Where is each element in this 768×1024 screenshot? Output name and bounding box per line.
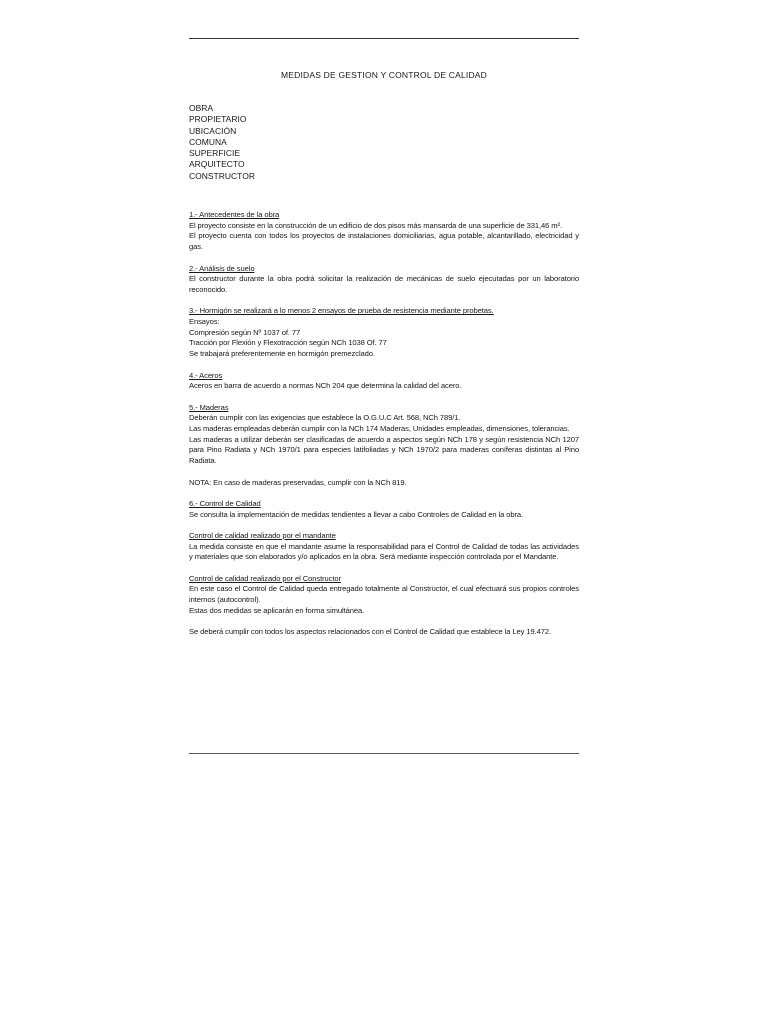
closing-paragraph: Se deberá cumplir con todos los aspectos relacionados con el Control de Calidad que establece la Ley 19.472. [189,627,551,637]
paragraph: Ensayos: [189,317,220,326]
section-heading: 2.- Análisis de suelo [189,263,255,273]
paragraph: Compresión según Nº 1037 of. 77 [189,327,301,337]
field-comuna: COMUNA [189,136,227,147]
paragraph: La medida consiste en que el mandante asume la responsabilidad para el Control de Calidad de todas las actividades y materiales que son elaborados y/o aplicados en la obra. Será mediante inspección controlada por el Mandante. [189,541,579,562]
field-superficie: SUPERFICIE [189,148,241,159]
paragraph: Aceros en barra de acuerdo a normas NCh 204 que determina la calidad del acero. [189,381,462,391]
note: NOTA: En caso de maderas preservadas, cumplir con la NCh 819. [189,477,407,487]
section-heading: 6.- Control de Calidad [189,498,261,508]
top-rule [189,38,579,39]
paragraph: Se consulta la implementación de medidas tendientes a llevar a cabo Controles de Calidad en la obra. [189,509,524,519]
section-heading: Control de calidad realizado por el Constructor [189,573,341,583]
paragraph: Tracción por Flexión y Flexotracción según NCh 1038 Of. 77 [189,338,387,348]
paragraph: Estas dos medidas se aplicarán en forma simultánea. [189,605,365,615]
field-ubicacion: UBICACIÓN [189,125,237,136]
document-page [189,0,579,1024]
field-obra: OBRA [189,103,214,113]
section-heading: 4.- Aceros [189,370,223,380]
field-propietario: PROPIETARIO [189,114,247,125]
field-arquitecto: ARQUITECTO [189,159,245,170]
bottom-rule [189,753,579,754]
paragraph: El constructor durante la obra podrá solicitar la realización de mecánicas de suelo ejecutadas por un laboratorio reconocido. [189,274,579,294]
document-body [189,210,579,638]
paragraph: Las maderas a utilizar deberán ser clasificadas de acuerdo a aspectos según NCh 178 y según resistencia NCh 1207 para Pino Radiata y NCh 1970/1 para especies latifoliadas y NCh 1970/2 para maderas coníferas distintas al Pino Radiata. [189,434,579,466]
project-fields [189,103,255,182]
paragraph: El proyecto cuenta con todos los proyectos de instalaciones domiciliarias, agua potable, alcantarillado, electricidad y gas. [189,231,579,252]
paragraph: El proyecto consiste en la construcción de un edificio de dos pisos más mansarda de una superficie de 331,46 m². [189,220,562,230]
section-heading: Control de calidad realizado por el mandante [189,530,336,540]
document-title: MEDIDAS DE GESTION Y CONTROL DE CALIDAD [280,70,487,80]
paragraph: Las maderas empleadas deberán cumplir con la NCh 174 Maderas, Unidades empleadas, dimensiones, tolerancias. [189,424,570,433]
section-heading: 1.- Antecedentes de la obra [189,210,280,219]
paragraph: Deberán cumplir con las exigencias que establece la O.G.U.C Art. 568, NCh 789/1. [189,413,461,423]
section-heading: 5.- Maderas [189,402,229,412]
section-heading: 3.- Hormigón se realizará a lo menos 2 ensayos de prueba de resistencia mediante probetas. [189,306,494,316]
paragraph: Se trabajará preferentemente en hormigón premezclado. [189,349,375,359]
field-constructor: CONSTRUCTOR [189,170,255,181]
paragraph: En este caso el Control de Calidad queda entregado totalmente al Constructor, el cual efectuará sus propios controles internos (autocontrol). [189,584,579,605]
